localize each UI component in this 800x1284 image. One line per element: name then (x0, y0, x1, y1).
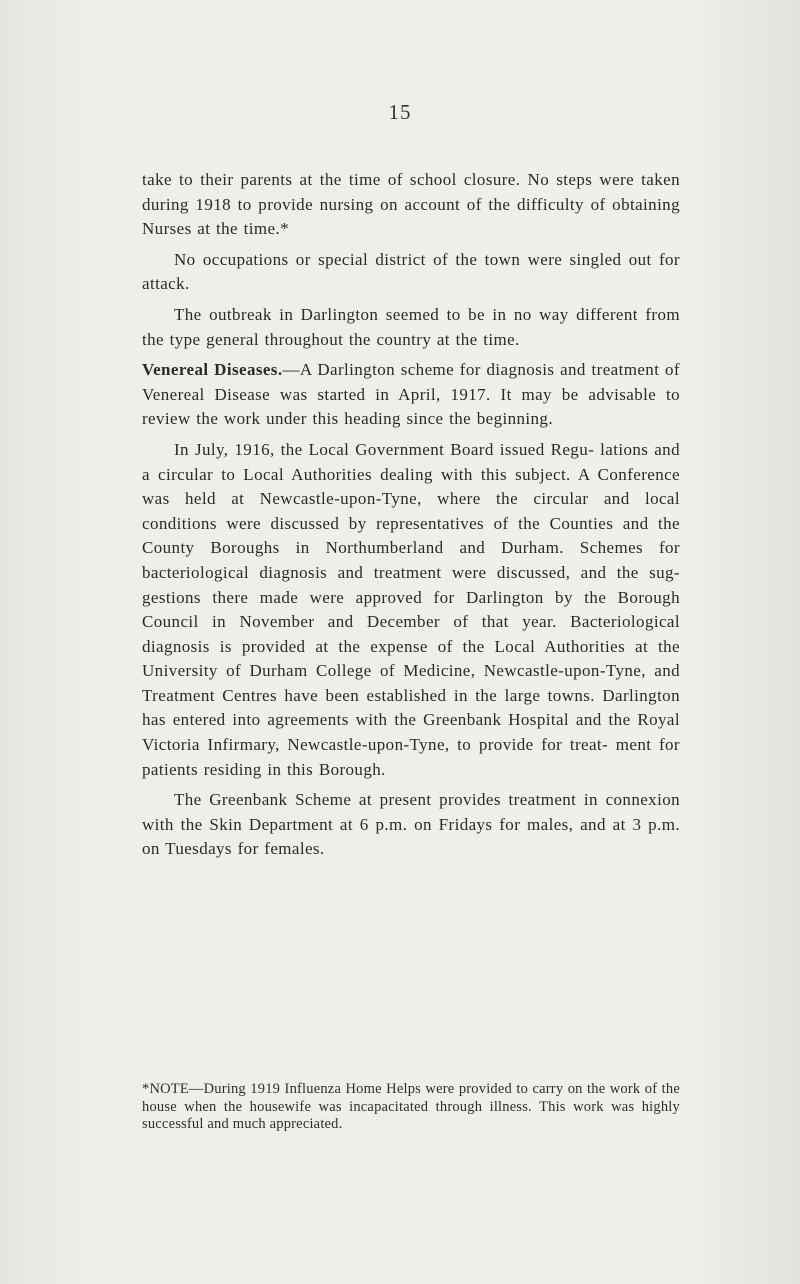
paragraph-school-closure: take to their parents at the time of school closure. No steps were taken during 1918 to provide nursing on account of the difficulty of obtaining Nurses at the time.* (142, 170, 680, 239)
paragraph-local-government-board: In July, 1916, the Local Government Board issued Regu- lations and a circular to Local Authorities dealing with this subject. A Conference was held at Newcastle-upon-Tyne, where the circular and local conditions were discussed by representatives of the Counties and the County Boroughs in Northumberland and Durham. Schemes for bacteriological diagnosis and treatment were discussed, and the sug- gestions there made were approved for Darlington by the Borough Council in November and December of that year. Bacteriological diagnosis is provided at the expense of the Local Authorities at the University of Durham College of Medicine, Newcastle-upon-Tyne, and Treatment Centres have been established in the large towns. Darlington has entered into agreements with the Greenbank Hospital and the Royal Victoria Infirmary, Newcastle-upon-Tyne, to provide for treat- ment for patients residing in this Borough. (142, 439, 680, 779)
section-heading-venereal-diseases: Venereal Diseases. (142, 360, 283, 380)
footnote-text: *NOTE—During 1919 Influenza Home Helps were provided to carry on the work of the house when the housewife was incapacitated through illness. This work was highly successful and much appreciated. (142, 1081, 680, 1132)
paragraph-venereal-diseases: Venereal Diseases.—A Darlington scheme for diagnosis and treatment of Venereal Disease was started in April, 1917. It may be advisable to review the work under this heading since the beginning. (142, 360, 680, 429)
footnote (142, 1081, 680, 1134)
paragraph-greenbank-scheme: The Greenbank Scheme at present provides treatment in connexion with the Skin Department at 6 p.m. on Fridays for males, and at 3 p.m. on Tuesdays for females. (142, 790, 680, 859)
page-number: 15 (388, 100, 412, 124)
paragraph-occupations: No occupations or special district of the town were singled out for attack. (142, 249, 680, 294)
body-text (142, 168, 680, 868)
page-crease (118, 0, 119, 1284)
paragraph-outbreak: The outbreak in Darlington seemed to be in no way different from the type general throughout the country at the time. (142, 304, 680, 349)
